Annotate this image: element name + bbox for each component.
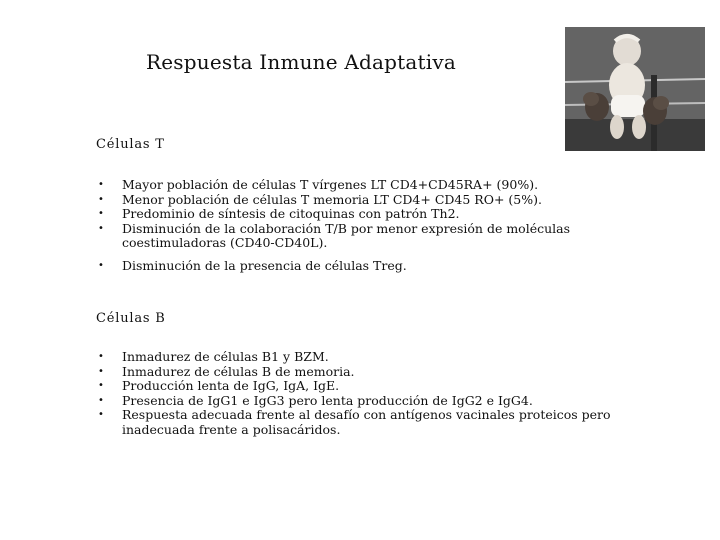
list-item: • Menor población de células T memoria LT CD4+ CD45 RO+ (5%). (96, 193, 676, 208)
celulas-t-list (96, 178, 676, 273)
list-item: • Respuesta adecuada frente al desafío con antígenos vacinales proteicos pero inadecuada frente a polisacáridos. (96, 408, 676, 437)
celulas-b-list (96, 350, 676, 437)
baby-boxer-icon (565, 27, 705, 151)
list-item: • Presencia de IgG1 e IgG3 pero lenta producción de IgG2 e IgG4. (96, 394, 676, 409)
list-item: • Mayor población de células T vírgenes LT CD4+CD45RA+ (90%). (96, 178, 676, 193)
baby-boxer-photo (565, 27, 705, 151)
slide-title: Respuesta Inmune Adaptativa (146, 50, 456, 74)
list-item: • Disminución de la colaboración T/B por menor expresión de moléculas coestimuladoras (CD40-CD40L). (96, 222, 676, 251)
list-item: • Inmadurez de células B1 y BZM. (96, 350, 676, 365)
list-item: • Disminución de la presencia de células Treg. (96, 259, 676, 274)
list-item: • Producción lenta de IgG, IgA, IgE. (96, 379, 676, 394)
list-item: • Predominio de síntesis de citoquinas con patrón Th2. (96, 207, 676, 222)
section-heading-celulas-b: Células B (96, 311, 166, 326)
list-item: • Inmadurez de células B de memoria. (96, 365, 676, 380)
section-heading-celulas-t: Células T (96, 137, 165, 152)
